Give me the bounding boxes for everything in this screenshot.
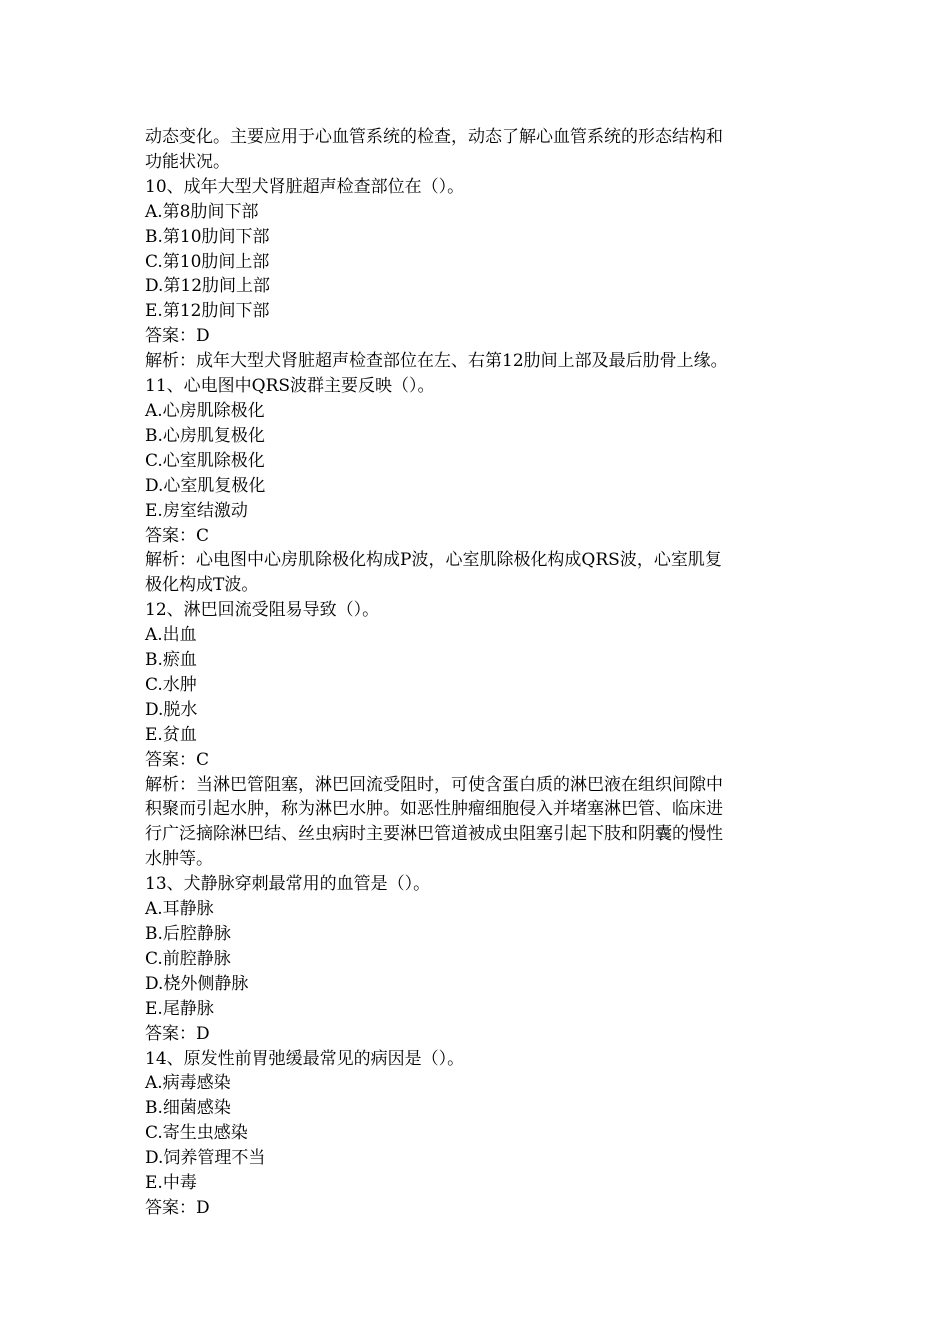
option-c: C.寄生虫感染 (145, 1123, 248, 1144)
option-b: B.第10肋间下部 (145, 226, 270, 247)
answer: 答案：D (145, 1023, 210, 1044)
option-d: D.第12肋间上部 (145, 276, 271, 297)
question-11 (145, 374, 810, 598)
analysis-line: 水肿等。 (145, 849, 213, 870)
option-a: A.病毒感染 (145, 1073, 231, 1094)
option-a: A.心房肌除极化 (145, 400, 265, 421)
page-content (145, 125, 810, 1221)
analysis-line: 积聚而引起水肿，称为淋巴水肿。如恶性肿瘤细胞侵入并堵塞淋巴管、临床进 (145, 799, 723, 820)
option-b: B.后腔静脉 (145, 924, 231, 944)
option-e: E.尾静脉 (145, 998, 214, 1019)
option-e: E.房室结激动 (145, 500, 248, 521)
question-13 (145, 872, 810, 1046)
question-14 (145, 1047, 810, 1221)
option-b: B.瘀血 (145, 650, 197, 671)
option-b: B.心房肌复极化 (145, 425, 265, 446)
option-c: C.第10肋间上部 (145, 251, 270, 272)
analysis-line: 极化构成T波。 (145, 575, 259, 596)
question-text: 13、犬静脉穿刺最常用的血管是（）。 (145, 874, 431, 895)
option-a: A.出血 (145, 625, 197, 646)
option-d: D.心室肌复极化 (145, 475, 266, 496)
option-e: E.贫血 (145, 724, 197, 745)
analysis-line: 解析：成年大型犬肾脏超声检查部位在左、右第12肋间上部及最后肋骨上缘。 (145, 351, 728, 372)
answer: 答案：D (145, 326, 210, 347)
option-c: C.前腔静脉 (145, 948, 231, 969)
intro-line: 功能状况。 (145, 151, 230, 172)
question-12 (145, 598, 810, 872)
answer: 答案：D (145, 1197, 210, 1218)
intro-line: 动态变化。主要应用于心血管系统的检查，动态了解心血管系统的形态结构和 (145, 127, 723, 147)
question-text: 12、淋巴回流受阻易导致（）。 (145, 600, 380, 621)
option-c: C.心室肌除极化 (145, 450, 265, 471)
analysis-line: 行广泛摘除淋巴结、丝虫病时主要淋巴管道被成虫阻塞引起下肢和阴囊的慢性 (145, 824, 723, 845)
option-a: A.第8肋间下部 (145, 201, 259, 222)
option-b: B.细菌感染 (145, 1098, 231, 1119)
question-text: 10、成年大型犬肾脏超声检查部位在（）。 (145, 176, 465, 197)
analysis-line: 解析：心电图中心房肌除极化构成P波，心室肌除极化构成QRS波，心室肌复 (145, 550, 722, 571)
question-text: 11、心电图中QRS波群主要反映（）。 (145, 376, 435, 397)
question-text: 14、原发性前胃弛缓最常见的病因是（）。 (145, 1048, 465, 1069)
answer: 答案：C (145, 749, 210, 770)
answer: 答案：C (145, 525, 210, 546)
option-d: D.脱水 (145, 699, 198, 720)
intro-paragraph (145, 125, 810, 175)
option-c: C.水肿 (145, 674, 197, 695)
option-d: D.桡外侧静脉 (145, 973, 249, 994)
option-a: A.耳静脉 (145, 899, 214, 920)
option-d: D.饲养管理不当 (145, 1148, 266, 1169)
question-10 (145, 175, 810, 374)
option-e: E.中毒 (145, 1173, 197, 1194)
option-e: E.第12肋间下部 (145, 301, 270, 322)
analysis-line: 解析：当淋巴管阻塞，淋巴回流受阻时，可使含蛋白质的淋巴液在组织间隙中 (145, 774, 723, 795)
